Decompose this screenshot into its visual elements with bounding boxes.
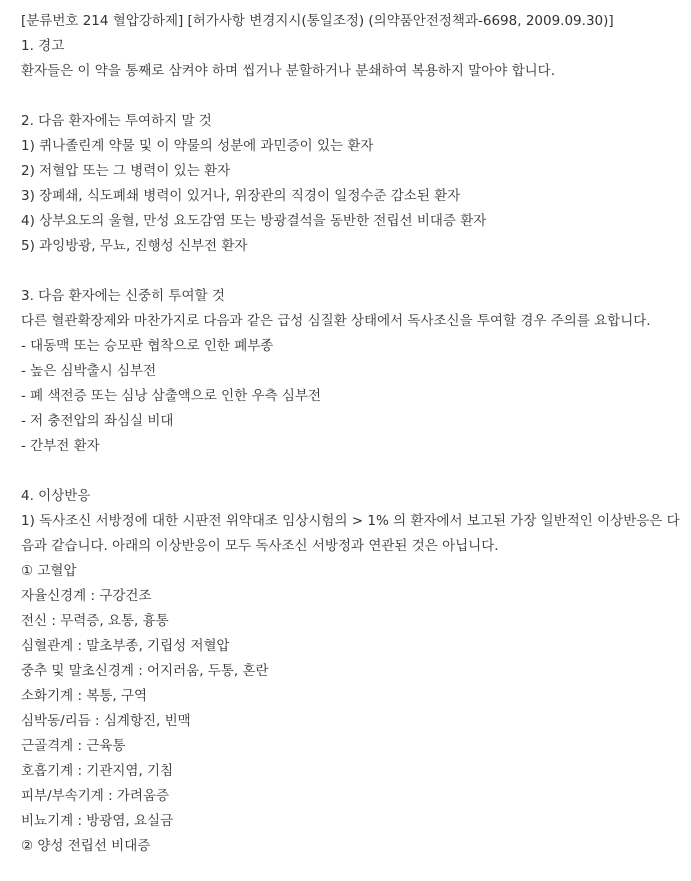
adverse-subheading-bph: ② 양성 전립선 비대증 <box>21 838 151 854</box>
contraindication-item: 2) 저혈압 또는 그 병력이 있는 환자 <box>21 163 231 179</box>
section-title-adverse-reactions: 4. 이상반응 <box>21 488 91 504</box>
caution-item: - 폐 색전증 또는 심낭 삼출액으로 인한 우측 심부전 <box>21 388 322 404</box>
adverse-item: 피부/부속기계 : 가려움증 <box>21 788 170 804</box>
warning-text: 환자들은 이 약을 통째로 삼켜야 하며 씹거나 분할하거나 분쇄하여 복용하지 말아야 합니다. <box>21 63 556 79</box>
document-header: [분류번호 214 혈압강하제] [허가사항 변경지시(통일조정) (의약품안전정책과-6698, 2009.09.30)] <box>21 13 614 29</box>
contraindication-item: 1) 퀴나졸린계 약물 및 이 약물의 성분에 과민증이 있는 환자 <box>21 138 374 154</box>
spacer <box>21 84 685 109</box>
caution-item: - 저 충전압의 좌심실 비대 <box>21 413 174 429</box>
caution-item: - 간부전 환자 <box>21 438 100 454</box>
adverse-item: 소화기계 : 복통, 구역 <box>21 688 148 704</box>
adverse-item: 자율신경계 : 구강건조 <box>21 588 152 604</box>
contraindication-item: 3) 장폐쇄, 식도폐쇄 병력이 있거나, 위장관의 직경이 일정수준 감소된 환자 <box>21 188 461 204</box>
spacer <box>21 259 685 284</box>
adverse-item: 전신 : 무력증, 요통, 흉통 <box>21 613 169 629</box>
contraindication-item: 4) 상부요도의 울혈, 만성 요도감염 또는 방광결석을 동반한 전립선 비대증 환자 <box>21 213 487 229</box>
adverse-intro: 1) 독사조신 서방정에 대한 시판전 위약대조 임상시험의 > 1% 의 환자에서 보고된 가장 일반적인 이상반응은 다음과 같습니다. 아래의 이상반응이 모두 독사조신 서방정과 연관된 것은 아닙니다. <box>21 513 680 554</box>
adverse-item: 중추 및 말초신경계 : 어지러움, 두통, 혼란 <box>21 663 269 679</box>
caution-item: - 높은 심박출시 심부전 <box>21 363 157 379</box>
adverse-item: 호흡기계 : 기관지염, 기침 <box>21 763 174 779</box>
adverse-subheading-hypertension: ① 고혈압 <box>21 563 77 579</box>
spacer <box>21 459 685 484</box>
adverse-item: 심박동/리듬 : 심계항진, 빈맥 <box>21 713 191 729</box>
section-title-warning: 1. 경고 <box>21 38 65 54</box>
caution-intro: 다른 혈관확장제와 마찬가지로 다음과 같은 급성 심질환 상태에서 독사조신을 투여할 경우 주의를 요합니다. <box>21 313 651 329</box>
contraindication-item: 5) 과잉방광, 무뇨, 진행성 신부전 환자 <box>21 238 248 254</box>
document-body <box>21 9 685 859</box>
section-title-contraindications: 2. 다음 환자에는 투여하지 말 것 <box>21 113 212 129</box>
adverse-item: 비뇨기계 : 방광염, 요실금 <box>21 813 174 829</box>
caution-item: - 대동맥 또는 승모판 협착으로 인한 폐부종 <box>21 338 274 354</box>
adverse-item: 심혈관계 : 말초부종, 기립성 저혈압 <box>21 638 230 654</box>
section-title-caution: 3. 다음 환자에는 신중히 투여할 것 <box>21 288 225 304</box>
adverse-item: 근골격계 : 근육통 <box>21 738 126 754</box>
